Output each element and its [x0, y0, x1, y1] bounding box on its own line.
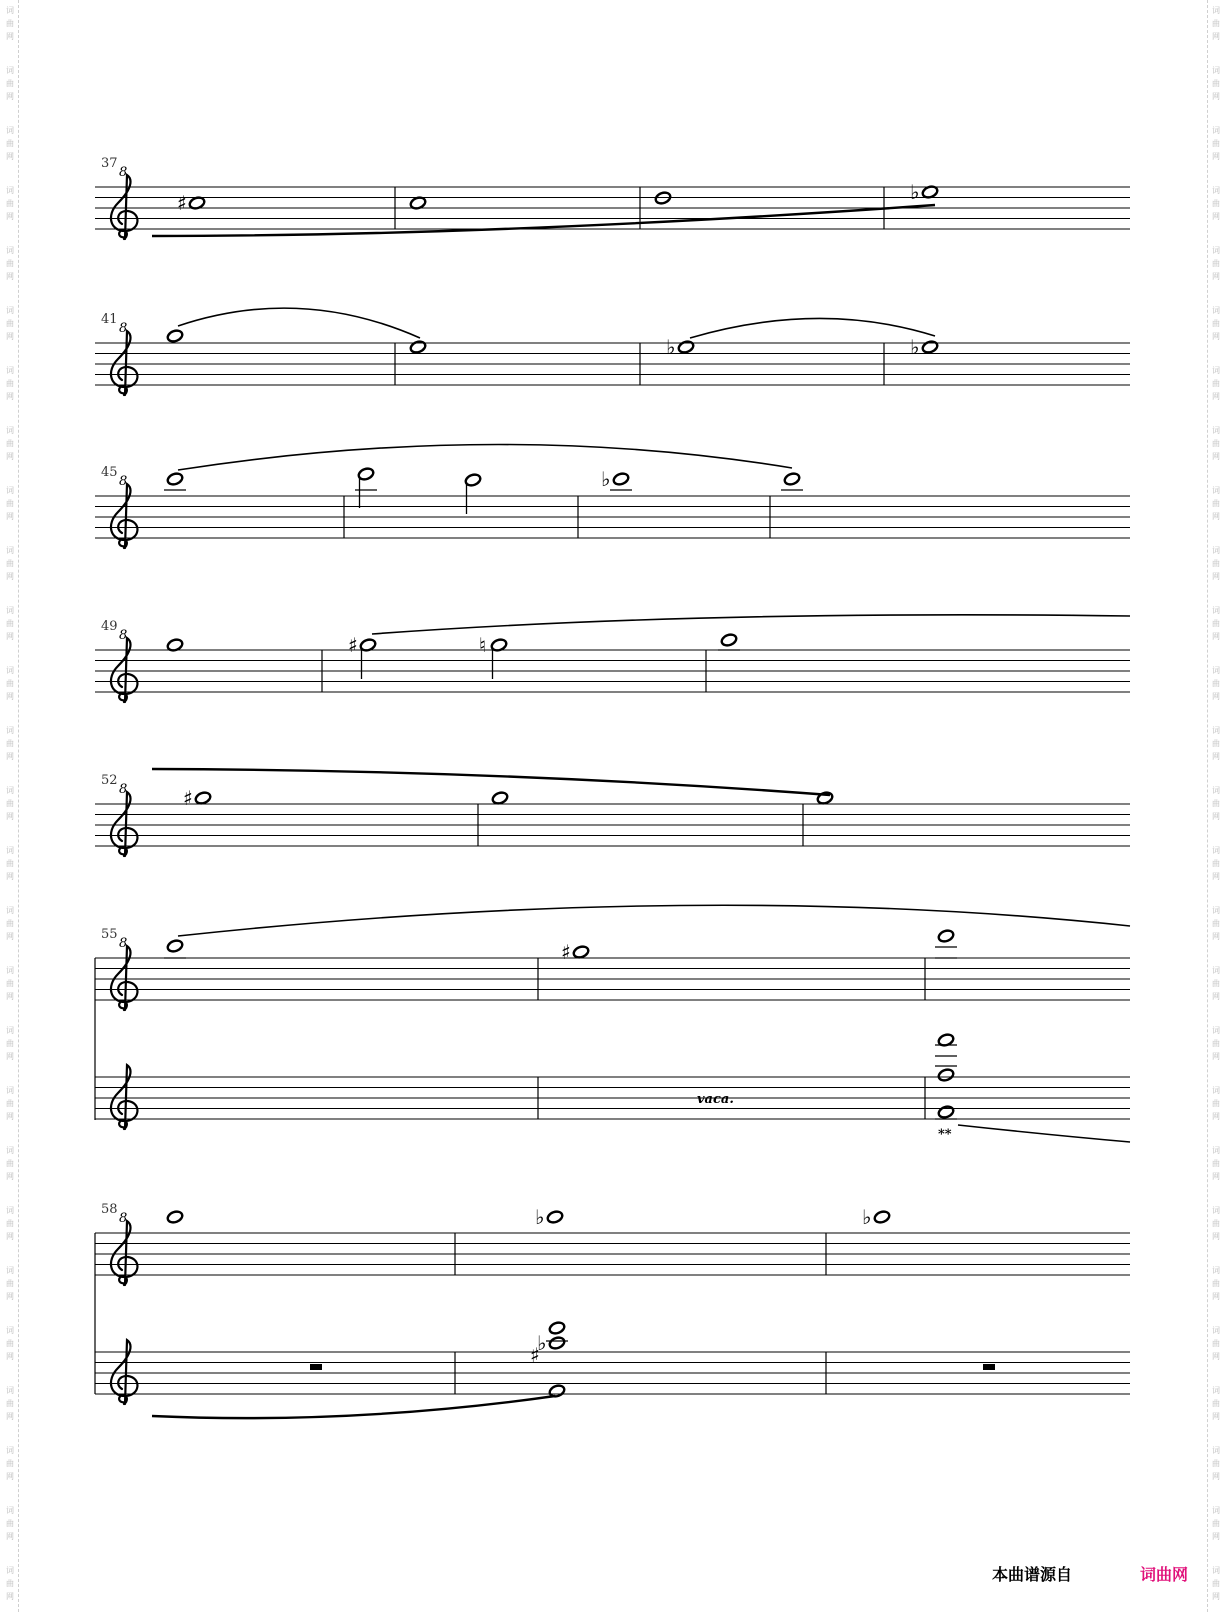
whole-note	[166, 939, 184, 954]
flat-accidental: ♭	[601, 467, 611, 491]
measure-number: 52	[101, 773, 118, 788]
flat-accidental: ♭	[862, 1205, 872, 1229]
half-note	[464, 473, 482, 514]
staff-system-55-lower	[95, 1065, 1130, 1129]
watermark-text: 词 曲 网	[6, 906, 14, 941]
watermark-text: 词 曲 网	[6, 366, 14, 401]
octave-mark: 8	[119, 628, 128, 643]
watermark-text: 词 曲 网	[6, 966, 14, 1001]
whole-rest	[983, 1364, 995, 1370]
whole-rest	[310, 1364, 322, 1370]
measure-number: 55	[101, 927, 118, 942]
whole-note	[910, 335, 939, 359]
whole-note	[910, 180, 939, 204]
watermark-text: 词 曲 网	[1212, 906, 1220, 941]
slur	[178, 444, 792, 470]
whole-note	[166, 472, 184, 487]
whole-note	[862, 1205, 891, 1229]
whole-note	[816, 791, 834, 806]
slur	[690, 318, 935, 338]
watermark-text: 词 曲 网	[1212, 426, 1220, 461]
notehead	[937, 929, 955, 944]
watermark-text: 词 曲 网	[1212, 1086, 1220, 1121]
flat-accidental: ♭	[666, 335, 676, 359]
watermark-text: 词 曲 网	[1212, 366, 1220, 401]
watermark-text: 词 曲 网	[6, 1446, 14, 1481]
notehead	[548, 1336, 566, 1351]
watermark-text: 词 曲 网	[6, 1566, 14, 1601]
sharp-accidental: ♯	[348, 633, 358, 657]
watermark-text: 词 曲 网	[6, 66, 14, 101]
watermark-text: 词 曲 网	[1212, 1266, 1220, 1301]
octave-mark: 8	[119, 321, 128, 336]
notehead	[166, 329, 184, 344]
staff-system-45	[95, 484, 1130, 548]
notehead	[873, 1210, 891, 1225]
notehead	[194, 791, 212, 806]
watermark-text: 词 曲 网	[6, 606, 14, 641]
staff-system-37	[95, 175, 1130, 239]
watermark-text: 词 曲 网	[6, 126, 14, 161]
watermark-text: 词 曲 网	[6, 1026, 14, 1061]
watermark-text: 词 曲 网	[6, 486, 14, 521]
notehead	[921, 340, 939, 355]
slur	[958, 1125, 1130, 1142]
notehead	[166, 939, 184, 954]
slur	[152, 1396, 555, 1418]
notehead	[491, 791, 509, 806]
watermark-text: 词 曲 网	[6, 246, 14, 281]
watermark-text: 词 曲 网	[6, 726, 14, 761]
watermark-text: 词 曲 网	[1212, 666, 1220, 701]
whole-note	[601, 467, 630, 491]
notehead	[720, 633, 738, 648]
measure-number: 41	[101, 312, 118, 327]
whole-note	[177, 191, 206, 215]
slur	[152, 205, 935, 236]
whole-note	[783, 472, 801, 487]
staff-system-49	[95, 638, 1130, 702]
slur	[178, 905, 1130, 936]
watermark-text: 词 曲 网	[1212, 486, 1220, 521]
sharp-accidental: ♯	[177, 191, 187, 215]
watermark-text: 词 曲 网	[1212, 966, 1220, 1001]
watermark-text: 词 曲 网	[6, 6, 14, 41]
notehead	[816, 791, 834, 806]
notehead	[937, 1068, 955, 1083]
whole-note	[937, 1105, 955, 1120]
slur	[152, 769, 830, 795]
watermark-text: 词 曲 网	[1212, 186, 1220, 221]
watermark-text: 词 曲 网	[6, 546, 14, 581]
whole-note	[183, 786, 212, 810]
staff-system-58-lower	[95, 1340, 1130, 1404]
notehead	[166, 472, 184, 487]
octave-mark: 8	[119, 782, 128, 797]
slur	[178, 308, 420, 338]
slur	[372, 615, 1130, 634]
flat-accidental: ♭	[910, 180, 920, 204]
octave-mark: 8	[119, 165, 128, 180]
watermark-text: 词 曲 网	[6, 1086, 14, 1121]
staff-system-52	[95, 792, 1130, 856]
watermark-text: 词 曲 网	[6, 1266, 14, 1301]
octave-mark: 8	[119, 1211, 128, 1226]
whole-note	[937, 929, 955, 944]
footer-site-link[interactable]: 词曲网	[1140, 1565, 1189, 1584]
footnote-marker: **	[938, 1127, 952, 1142]
flat-accidental: ♭	[910, 335, 920, 359]
flat-accidental: ♭	[537, 1331, 547, 1355]
staff-system-58-upper	[95, 1221, 1130, 1285]
octave-mark: 8	[119, 936, 128, 951]
watermark-text: 词 曲 网	[1212, 306, 1220, 341]
staff-system-55-upper	[95, 946, 1130, 1010]
watermark-text: 词 曲 网	[6, 1326, 14, 1361]
watermark-text: 词 曲 网	[6, 186, 14, 221]
footer-source-label: 本曲谱源自	[992, 1565, 1073, 1584]
notehead	[546, 1210, 564, 1225]
watermark-text: 词 曲 网	[6, 786, 14, 821]
whole-note	[491, 791, 509, 806]
whole-note	[166, 1210, 184, 1225]
watermark-text: 词 曲 网	[1212, 66, 1220, 101]
notehead	[166, 1210, 184, 1225]
whole-note	[937, 1068, 955, 1083]
vacat-marking: vaca.	[697, 1092, 734, 1107]
notehead	[783, 472, 801, 487]
watermark-text: 词 曲 网	[1212, 1326, 1220, 1361]
watermark-text: 词 曲 网	[1212, 6, 1220, 41]
staff-system-41	[95, 331, 1130, 395]
watermark-text: 词 曲 网	[6, 666, 14, 701]
notehead	[612, 472, 630, 487]
watermark-text: 词 曲 网	[1212, 606, 1220, 641]
sharp-accidental: ♯	[561, 940, 571, 964]
half-note	[348, 633, 377, 679]
watermark-text: 词 曲 网	[1212, 1146, 1220, 1181]
measure-number: 49	[101, 619, 118, 634]
watermark-text: 词 曲 网	[1212, 246, 1220, 281]
watermark-text: 词 曲 网	[6, 1146, 14, 1181]
measure-number: 58	[101, 1202, 118, 1217]
watermark-text: 词 曲 网	[1212, 126, 1220, 161]
whole-note	[409, 340, 427, 355]
natural-accidental: ♮	[479, 633, 487, 657]
measure-number: 37	[101, 156, 118, 171]
watermark-text: 词 曲 网	[6, 1506, 14, 1541]
measure-number: 45	[101, 465, 118, 480]
watermark-text: 词 曲 网	[1212, 1206, 1220, 1241]
notehead	[548, 1321, 566, 1336]
flat-accidental: ♭	[535, 1205, 545, 1229]
notehead	[572, 945, 590, 960]
notehead	[677, 340, 695, 355]
notehead	[937, 1105, 955, 1120]
watermark-text: 词 曲 网	[6, 1206, 14, 1241]
watermark-text: 词 曲 网	[1212, 1566, 1220, 1601]
watermark-text: 词 曲 网	[1212, 1026, 1220, 1061]
whole-note	[166, 329, 184, 344]
half-note	[357, 467, 375, 508]
watermark-text: 词 曲 网	[6, 846, 14, 881]
half-note	[479, 633, 508, 679]
watermark-text: 词 曲 网	[1212, 786, 1220, 821]
watermark-text: 词 曲 网	[1212, 1386, 1220, 1421]
watermark-text: 词 曲 网	[1212, 846, 1220, 881]
watermark-text: 词 曲 网	[1212, 1506, 1220, 1541]
watermark-text: 词 曲 网	[6, 306, 14, 341]
whole-note	[720, 633, 738, 648]
watermark-text: 词 曲 网	[6, 1386, 14, 1421]
watermark-text: 词 曲 网	[1212, 546, 1220, 581]
watermark-text: 词 曲 网	[1212, 1446, 1220, 1481]
sharp-accidental: ♯	[183, 786, 193, 810]
whole-note	[535, 1205, 564, 1229]
notehead	[409, 340, 427, 355]
whole-note	[537, 1331, 566, 1355]
whole-note	[548, 1321, 566, 1336]
sharp-accidental: ♯	[530, 1343, 540, 1367]
watermark-text: 词 曲 网	[1212, 726, 1220, 761]
octave-mark: 8	[119, 474, 128, 489]
whole-note	[561, 940, 590, 964]
watermark-text: 词 曲 网	[6, 426, 14, 461]
